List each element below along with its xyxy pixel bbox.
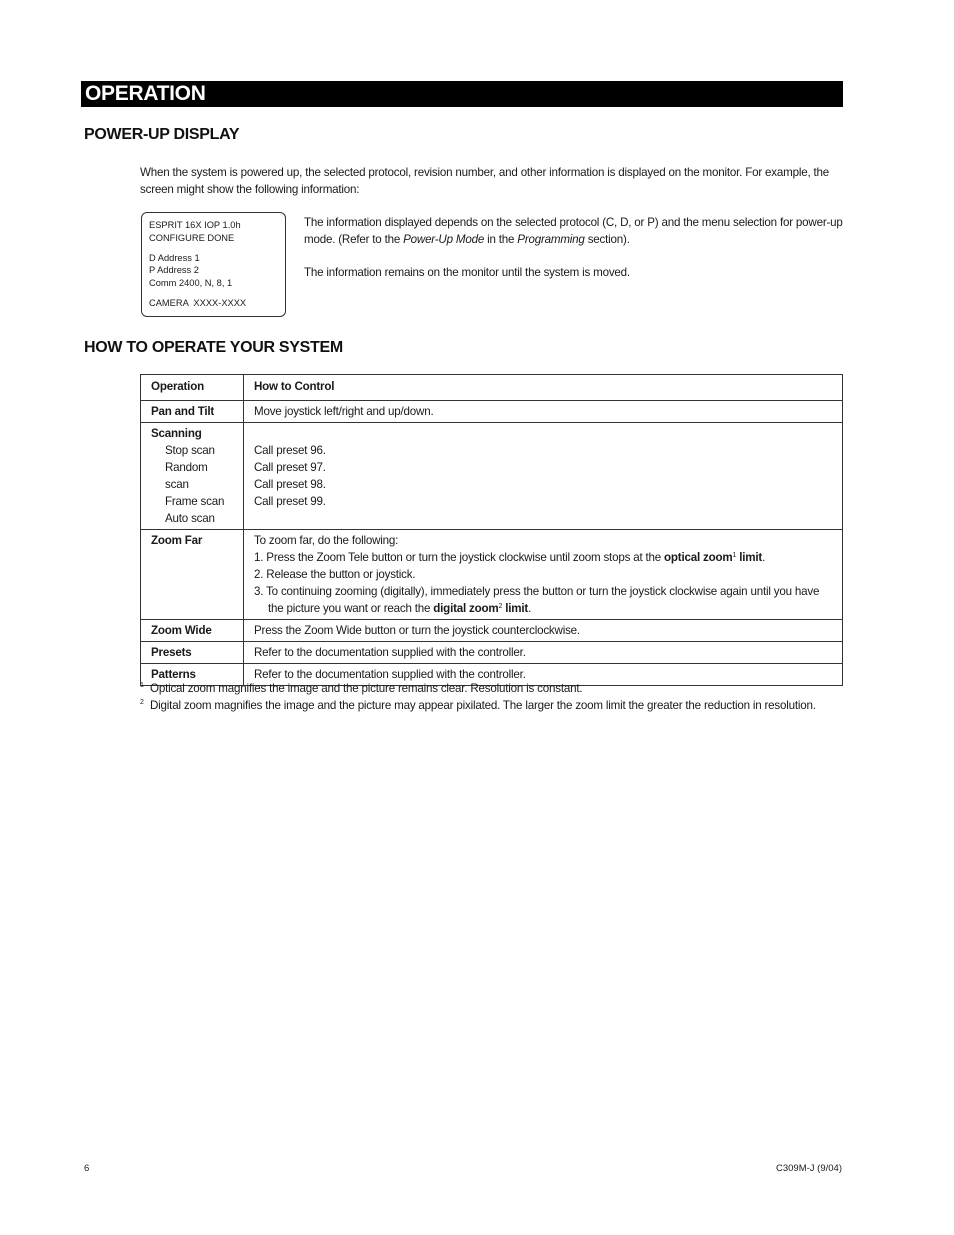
operation-cell: Pan and Tilt [141, 401, 244, 423]
power-up-mode-ref: Power-Up Mode [403, 233, 485, 246]
operation-cell: Presets [141, 642, 244, 664]
page-number: 6 [84, 1163, 90, 1174]
powerup-intro: When the system is powered up, the selected protocol, revision number, and other information is displayed on the monitor. For example, the screen might show the following information: [140, 166, 830, 196]
table-header-row [141, 375, 843, 401]
footnote-marker: 1 [140, 682, 144, 689]
para-text: The information displayed depends on the selected protocol (C, D, or P) and the menu selection for power-up mode. (Refer to the [304, 216, 843, 246]
scan-mode: Frame scan [165, 495, 225, 508]
step-text: . [762, 551, 766, 564]
footnote-ref: 2 [498, 603, 503, 610]
screen-line: D Address 1 [149, 252, 200, 263]
preset-call: Call preset 98. [254, 478, 326, 491]
footnote-marker: 2 [140, 699, 144, 706]
step-text: 1. Press the Zoom Tele button or turn the joystick clockwise until zoom stops at the [254, 551, 665, 564]
step-text: 3. To continuing zooming (digitally), immediately press the button or turn the joystick clockwise again until you have the picture you want or reach the [254, 585, 820, 615]
footnote-text: Digital zoom magnifies the image and the picture may appear pixilated. The larger the zoom limit the greater the reduction in resolution. [150, 699, 816, 712]
control-cell [244, 530, 843, 620]
zoom-far-step-3 [254, 583, 833, 617]
screen-line: CAMERA XXXX-XXXX [149, 297, 247, 308]
monitor-screen-example [141, 212, 286, 317]
footnote-text: Optical zoom magnifies the image and the picture remains clear. Resolution is constant. [150, 682, 583, 695]
operation-cell: Zoom Far [141, 530, 244, 620]
scan-mode: Random scan [165, 461, 208, 491]
scan-mode: Auto scan [165, 512, 215, 525]
footnote-ref: 1 [732, 552, 737, 559]
table-row [141, 642, 843, 664]
operation-cell: Zoom Wide [141, 620, 244, 642]
control-cell: Move joystick left/right and up/down. [244, 401, 843, 423]
preset-call: Call preset 99. [254, 495, 326, 508]
scan-mode: Stop scan [165, 444, 215, 457]
limit-term: limit [736, 551, 763, 564]
powerup-description [304, 214, 844, 297]
powerup-paragraph-1 [304, 214, 844, 248]
powerup-paragraph-2: The information remains on the monitor until the system is moved. [304, 266, 630, 279]
operation-cell: Patterns [141, 664, 244, 686]
operation-table [140, 374, 843, 686]
screen-line: P Address 2 [149, 265, 199, 276]
screen-gap [149, 290, 285, 297]
footnote [140, 680, 850, 697]
howto-heading: HOW TO OPERATE YOUR SYSTEM [84, 339, 343, 356]
limit-term: limit [502, 602, 529, 615]
screen-line: CONFIGURE DONE [149, 232, 235, 243]
header-how-to-control: How to Control [244, 375, 843, 401]
programming-ref: Programming [517, 233, 585, 246]
zoom-far-step-2: 2. Release the button or joystick. [254, 568, 416, 581]
control-cell [244, 423, 843, 530]
screen-line: ESPRIT 16X IOP 1.0h [149, 220, 241, 230]
section-title-bar: OPERATION [81, 81, 843, 107]
table-row [141, 401, 843, 423]
zoom-far-step-1 [254, 549, 833, 566]
control-cell: Refer to the documentation supplied with the controller. [244, 642, 843, 664]
control-cell: Refer to the documentation supplied with the controller. [244, 664, 843, 686]
operation-cell [141, 423, 244, 530]
control-cell: Press the Zoom Wide button or turn the joystick counterclockwise. [244, 620, 843, 642]
para-text: in the [484, 233, 518, 246]
footnote [140, 697, 850, 714]
optical-zoom-term: optical zoom [664, 551, 733, 564]
zoom-far-intro: To zoom far, do the following: [254, 534, 399, 547]
preset-call: Call preset 97. [254, 461, 326, 474]
table-row [141, 530, 843, 620]
screen-line: Comm 2400, N, 8, 1 [149, 278, 233, 289]
table-row [141, 620, 843, 642]
digital-zoom-term: digital zoom [433, 602, 499, 615]
preset-call: Call preset 96. [254, 444, 326, 457]
table-row [141, 423, 843, 530]
header-operation: Operation [141, 375, 244, 401]
step-text: . [528, 602, 532, 615]
powerup-heading: POWER-UP DISPLAY [84, 126, 240, 143]
screen-gap [149, 245, 285, 252]
operation-label: Scanning [151, 427, 202, 440]
document-code: C309M-J (9/04) [776, 1163, 842, 1174]
footnotes [140, 680, 850, 714]
para-text: section). [584, 233, 630, 246]
